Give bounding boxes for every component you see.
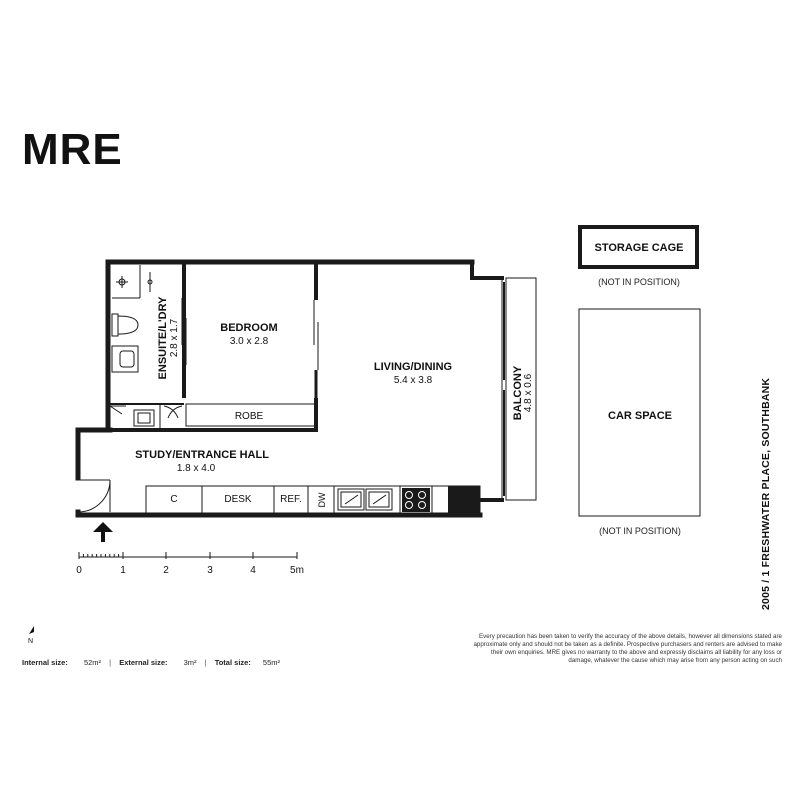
storage-cage-note: (NOT IN POSITION) xyxy=(598,277,680,287)
internal-size-label: Internal size: xyxy=(22,658,68,667)
external-size-label: External size: xyxy=(119,658,168,667)
balcony-dims: 4.8 x 0.6 xyxy=(523,373,534,413)
divider: | xyxy=(109,658,112,667)
cooktop-icon xyxy=(402,488,430,512)
outer-walls xyxy=(78,262,502,515)
scale-bar xyxy=(79,552,297,559)
disclaimer-text: Every precaution has been taken to verify the accuracy of the above details, however all dimensions stated are approximate only and should not be taken as a definite. Prospective purchasers and renters are advised to make their own enquiries. MRE gives no warranty to the above and expressly disclaims all liability for any loss or damage, whatever the cause which may arise from any person acting on such xyxy=(473,633,782,664)
north-arrow-icon xyxy=(28,626,34,645)
brand-logo: MRE xyxy=(22,125,123,174)
study-hall-label: STUDY/ENTRANCE HALL xyxy=(135,449,269,461)
kitchen-sink-icon xyxy=(338,489,392,510)
ensuite-label: ENSUITE/L'DRY xyxy=(157,296,169,380)
scale-label-3: 3 xyxy=(207,565,213,576)
total-size-value: 55m² xyxy=(262,658,281,667)
joinery-c-label: C xyxy=(170,494,178,505)
external-size-value: 3m² xyxy=(183,658,197,667)
car-space-note: (NOT IN POSITION) xyxy=(599,526,681,536)
living-dining-dims: 5.4 x 3.8 xyxy=(393,375,433,386)
car-space-label: CAR SPACE xyxy=(608,410,672,422)
bedroom-dims: 3.0 x 2.8 xyxy=(229,336,269,347)
sliding-doors xyxy=(182,298,318,370)
robe-label: ROBE xyxy=(234,411,264,422)
divider: | xyxy=(204,658,207,667)
scale-label-1: 1 xyxy=(120,565,126,576)
bedroom-label: BEDROOM xyxy=(220,322,278,334)
living-dining-label: LIVING/DINING xyxy=(373,361,453,373)
balcony-glazing xyxy=(502,278,506,500)
ensuite-dims: 2.8 x 1.7 xyxy=(169,318,180,358)
entrance-door xyxy=(80,480,110,512)
entry-arrow-icon xyxy=(93,522,113,542)
study-hall-dims: 1.8 x 4.0 xyxy=(176,463,216,474)
total-size-label: Total size: xyxy=(214,658,251,667)
desk-label: DESK xyxy=(224,494,252,505)
scale-label-4: 4 xyxy=(250,565,256,576)
storage-cage-label: STORAGE CAGE xyxy=(594,242,684,254)
north-label: N xyxy=(28,638,34,645)
fridge-label: REF. xyxy=(280,494,302,505)
dishwasher-label: DW xyxy=(317,492,327,508)
structural-column xyxy=(448,486,480,515)
area-summary xyxy=(22,658,280,667)
balcony-label: BALCONY xyxy=(512,365,524,421)
scale-label-2: 2 xyxy=(163,565,169,576)
scale-label-5: 5m xyxy=(290,565,304,576)
property-address: 2005 / 1 FRESHWATER PLACE, SOUTHBANK xyxy=(760,377,772,610)
scale-label-0: 0 xyxy=(76,565,82,576)
internal-size-value: 52m² xyxy=(83,658,102,667)
